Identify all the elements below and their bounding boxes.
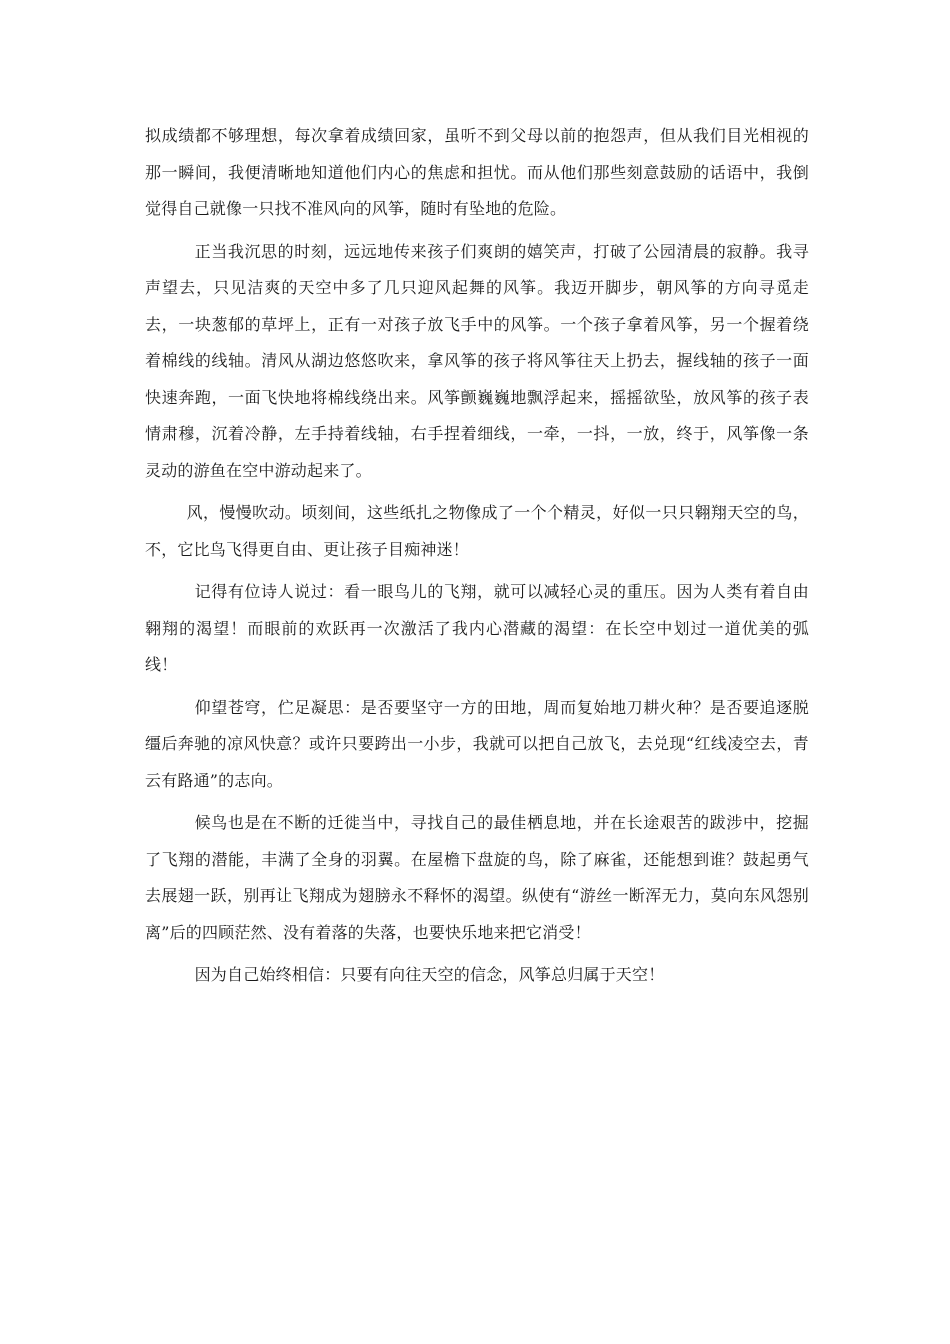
paragraph-2: 正当我沉思的时刻，远远地传来孩子们爽朗的嬉笑声，打破了公园清晨的寂静。我寻声望去，只见洁爽的天空中多了几只迎风起舞的风筝。我迈开脚步，朝风筝的方向寻觅走去，一块葱郁的草坪上，正有一对孩子放飞手中的风筝。一个孩子拿着风筝，另一个握着绕着棉线的线轴。清风从湖边悠悠吹来，拿风筝的孩子将风筝往天上扔去，握线轴的孩子一面快速奔跑，一面飞快地将棉线绕出来。风筝颤巍巍地飘浮起来，摇摇欲坠，放风筝的孩子表情肃穆，沉着冷静，左手持着线轴，右手捏着细线，一牵，一抖，一放，终于，风筝像一条灵动的游鱼在空中游动起来了。 xyxy=(145,241,809,480)
paragraph-7: 因为自己始终相信：只要有向往天空的信念，风筝总归属于天空！ xyxy=(194,965,665,984)
paragraph-4: 记得有位诗人说过：看一眼鸟儿的飞翔，就可以减轻心灵的重压。因为人类有着自由翱翔的渴望！而眼前的欢跃再一次激活了我内心潜藏的渴望：在长空中划过一道优美的弧线！ xyxy=(145,582,809,674)
essay-body xyxy=(145,118,809,994)
paragraph-5: 仰望苍穹，伫足凝思：是否要坚守一方的田地，周而复始地刀耕火种？是否要追逐脱缰后奔驰的凉风快意？或许只要跨出一小步，我就可以把自己放飞，去兑现“红线凌空去，青云有路通”的志向。 xyxy=(145,697,809,790)
paragraph-6: 候鸟也是在不断的迁徙当中，寻找自己的最佳栖息地，并在长途艰苦的跋涉中，挖掘了飞翔的潜能，丰满了全身的羽翼。在屋檐下盘旋的鸟，除了麻雀，还能想到谁？鼓起勇气去展翅一跃，别再让飞翔成为翅膀永不释怀的渴望。纵使有“游丝一断浑无力，莫向东风怨别离”后的四顾茫然、没有着落的失落，也要快乐地来把它消受！ xyxy=(145,813,809,942)
paragraph-1: 拟成绩都不够理想，每次拿着成绩回家，虽听不到父母以前的抱怨声，但从我们目光相视的那一瞬间，我便清晰地知道他们内心的焦虑和担忧。而从他们那些刻意鼓励的话语中，我倒觉得自己就像一只找不准风向的风筝，随时有坠地的危险。 xyxy=(145,126,809,218)
paragraph-3: 风，慢慢吹动。顷刻间，这些纸扎之物像成了一个个精灵，好似一只只翱翔天空的鸟，不，它比鸟飞得更自由、更让孩子目痴神迷！ xyxy=(145,503,809,559)
